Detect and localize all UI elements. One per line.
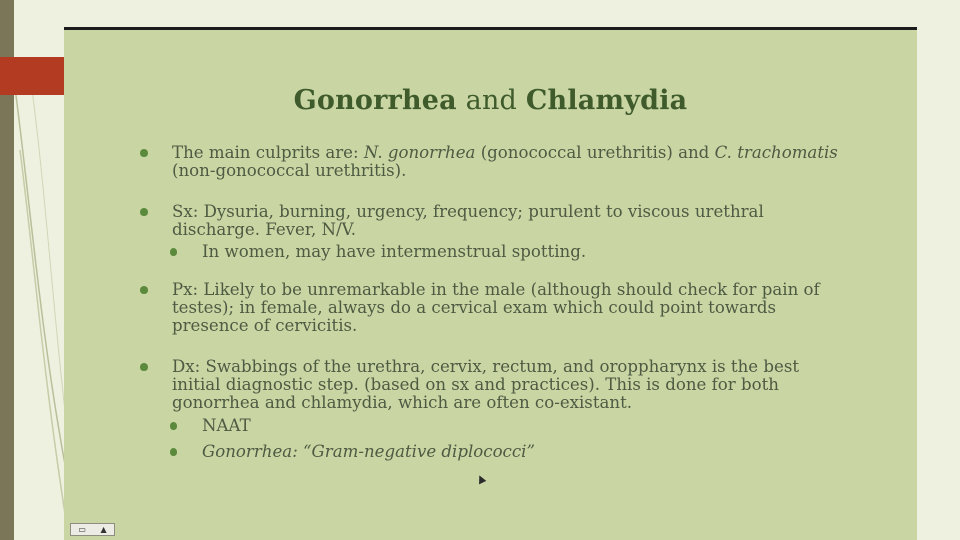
bullet-text: (non-gonococcal urethritis). — [172, 161, 407, 180]
bullet-text: (gonococcal urethritis) and — [475, 143, 715, 162]
slide-frame — [64, 27, 917, 540]
sub-bullet-text: In women, may have intermenstrual spotting. — [202, 242, 587, 261]
sub-bullet-icon — [170, 448, 177, 456]
bullet-text: Px: Likely to be unremarkable in the male (although should check for pain of testes); in female, always do a cervical exam which could point towards presence of cervicitis. — [172, 280, 820, 335]
sub-bullet-naat — [170, 417, 840, 435]
bullet-icon — [140, 363, 148, 371]
accent-red-tab — [0, 57, 64, 95]
bullet-text: Dx: Swabbings of the urethra, cervix, rectum, and oroppharynx is the best initial diagnostic step. (based on sx and practices). This is done for both gonorrhea and chlamydia, which are often co-existant. — [172, 357, 800, 412]
sub-bullet-icon — [170, 422, 177, 430]
sub-bullet-gram-negative — [170, 443, 840, 461]
sub-bullet-icon — [170, 248, 177, 256]
up-arrow-icon[interactable]: ▲ — [100, 524, 107, 534]
title-chlamydia: Chlamydia — [525, 85, 688, 116]
bullet-diagnosis — [140, 358, 840, 412]
bullet-icon — [140, 286, 148, 294]
bullet-list — [140, 144, 840, 461]
bullet-italic: N. gonorrhea — [363, 143, 476, 162]
bullet-icon — [140, 208, 148, 216]
bullet-italic: C. trachomatis — [714, 143, 838, 162]
mouse-cursor-icon — [476, 474, 487, 485]
bullet-symptoms — [140, 203, 840, 239]
slideshow-mini-toolbar[interactable] — [70, 523, 115, 536]
bullet-text: Sx: Dysuria, burning, urgency, frequency; purulent to viscous urethral discharge. Fever, N/V. — [172, 202, 764, 239]
bullet-text: The main culprits are: — [172, 143, 364, 162]
sub-bullet-text: Gonorrhea: “Gram-negative diplococci” — [202, 442, 535, 461]
bullet-culprits — [140, 144, 840, 180]
sub-bullet-text: NAAT — [202, 416, 251, 435]
bullet-physical-exam — [140, 281, 840, 335]
slide-icon[interactable]: ▭ — [78, 524, 86, 534]
title-and: and — [456, 85, 526, 116]
title-gonorrhea: Gonorrhea — [293, 85, 457, 116]
slide-title — [64, 85, 917, 116]
sub-bullet-spotting — [170, 243, 840, 261]
bullet-icon — [140, 149, 148, 157]
